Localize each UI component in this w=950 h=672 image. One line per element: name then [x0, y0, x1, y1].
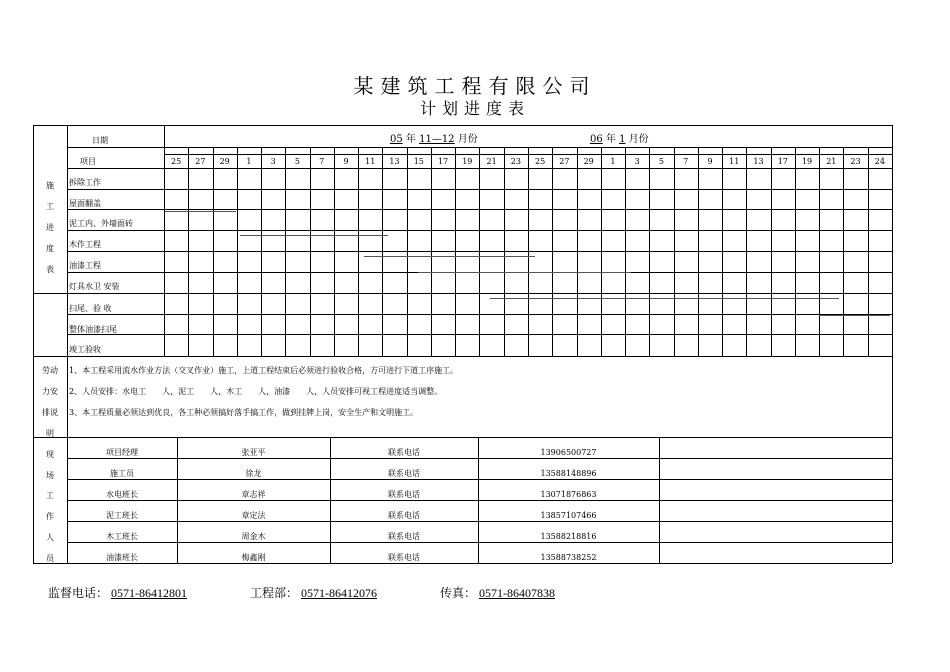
- gantt-bar: [240, 235, 388, 236]
- task-name: 油漆工程: [69, 261, 101, 270]
- period-1-months: 11—12: [419, 134, 455, 145]
- staff-name: 梅鑫刚: [241, 553, 266, 562]
- day-label: 25: [171, 157, 182, 166]
- staff-role: 施工员: [110, 469, 134, 478]
- day-label: 21: [826, 157, 837, 166]
- staff-contact-label: 联系电话: [388, 532, 420, 541]
- day-label: 7: [683, 157, 689, 166]
- day-column-line: [819, 147, 820, 356]
- day-label: 25: [535, 157, 546, 166]
- day-column-line: [358, 147, 359, 356]
- staff-phone: 13857107466: [540, 511, 597, 520]
- note-line: 3、本工程质量必须达到优良，各工种必须搞好落手搞工作，做到挂牌上岗，安全生产和文明施工。: [69, 408, 419, 417]
- staff-contact-label: 联系电话: [388, 469, 420, 478]
- table-top-border: [33, 125, 892, 126]
- day-column-line: [625, 147, 626, 356]
- day-label: 9: [707, 157, 713, 166]
- staff-label-char: 工: [46, 491, 54, 501]
- staff-contact-label: 联系电话: [388, 448, 420, 457]
- day-label: 17: [437, 157, 449, 166]
- staff-name: 周金木: [241, 532, 266, 541]
- day-label: 1: [246, 157, 252, 166]
- staff-contact-label: 联系电话: [388, 511, 420, 520]
- day-column-line: [722, 147, 723, 356]
- staff-name: 章定法: [241, 511, 266, 520]
- day-column-line: [188, 147, 189, 356]
- day-label: 23: [510, 157, 521, 166]
- task-name: 木作工程: [69, 240, 101, 249]
- staff-role: 泥工班长: [106, 511, 138, 520]
- day-label: 13: [753, 157, 764, 166]
- grid-line: [67, 521, 892, 522]
- date-label: 日期: [92, 136, 108, 145]
- day-label: 21: [486, 157, 497, 166]
- section-label-char: 度: [46, 244, 54, 253]
- staff-contact-label: 联系电话: [388, 490, 420, 499]
- fax-value: 0571-86407838: [479, 586, 556, 600]
- staff-phone: 13588148896: [540, 469, 597, 478]
- staff-role: 木工班长: [106, 532, 138, 541]
- table-bottom-border: [33, 563, 892, 564]
- day-column-line: [213, 147, 214, 356]
- day-label: 15: [413, 157, 424, 166]
- section-divider: [33, 293, 892, 294]
- fax-phone: [440, 584, 555, 601]
- note-line: 1、本工程采用流水作业方法（交叉作业）施工，上道工程结束后必须进行验收合格，方可进行下道工序施工。: [69, 366, 459, 375]
- day-label: 3: [270, 157, 276, 166]
- fax-label: 传真：: [440, 586, 477, 600]
- period-2: [590, 135, 649, 145]
- day-column-line: [795, 147, 796, 356]
- day-label: 27: [559, 157, 570, 166]
- notes-label-char: 明: [46, 429, 54, 438]
- day-label: 23: [850, 157, 861, 166]
- staff-role: 水电班长: [106, 490, 138, 499]
- gantt-bar: [418, 272, 631, 273]
- staff-label-char: 员: [46, 553, 54, 563]
- day-label: 7: [319, 157, 325, 166]
- day-column-line: [407, 147, 408, 356]
- grid-line: [67, 500, 892, 501]
- period-2-yu: 年: [602, 134, 620, 145]
- day-label: 29: [583, 157, 594, 166]
- gantt-bar: [364, 256, 535, 257]
- section-label-char: 进: [46, 223, 54, 232]
- day-column-line: [285, 147, 286, 356]
- engineering-value: 0571-86412076: [301, 586, 378, 600]
- day-column-line: [382, 147, 383, 356]
- day-label: 1: [610, 157, 616, 166]
- section-label-char: 工: [46, 202, 54, 211]
- task-name: 屋面翻盖: [69, 199, 101, 208]
- section-divider: [33, 437, 892, 438]
- day-label: 29: [219, 157, 230, 166]
- schedule-title: 计划进度表: [419, 99, 530, 118]
- notes-label-char: 排说: [42, 408, 58, 417]
- day-column-line: [261, 147, 262, 356]
- gantt-bar: [165, 211, 236, 212]
- task-name: 扫尾、验 收: [69, 304, 112, 313]
- engineering-phone: [250, 584, 377, 601]
- day-label: 19: [462, 157, 473, 166]
- period-1-year: 05: [390, 134, 403, 145]
- supervise-phone: [48, 584, 187, 601]
- staff-phone: 13071876863: [540, 490, 597, 499]
- supervise-label: 监督电话：: [48, 586, 109, 600]
- day-column-line: [431, 147, 432, 356]
- task-name: 泥工内、外墙面砖: [69, 219, 133, 228]
- staff-name: 徐龙: [245, 469, 262, 478]
- staff-label-char: 场: [46, 470, 54, 480]
- supervise-value: 0571-86412801: [111, 586, 188, 600]
- period-2-year: 06: [590, 134, 603, 145]
- task-name: 整体油漆扫尾: [69, 325, 117, 334]
- staff-contact-label: 联系电话: [388, 553, 420, 562]
- day-column-line: [674, 147, 675, 356]
- day-column-line: [577, 147, 578, 356]
- task-name: 灯具水卫 安装: [69, 282, 120, 291]
- period-1: [390, 135, 478, 145]
- staff-label-char: 作: [46, 512, 54, 522]
- notes-label-char: 劳动: [42, 366, 58, 375]
- period-2-months: 1: [619, 134, 626, 145]
- day-column-line: [746, 147, 747, 356]
- day-label: 5: [658, 157, 664, 166]
- day-column-line: [698, 147, 699, 356]
- grid-line: [67, 479, 892, 480]
- day-label: 13: [389, 157, 400, 166]
- section-label-char: 施: [46, 181, 54, 190]
- day-column-line: [479, 147, 480, 356]
- section-label-char: 表: [46, 265, 54, 274]
- company-title: 某建筑工程有限公司: [353, 74, 597, 98]
- task-name: 拆除工作: [69, 178, 101, 187]
- day-column-line: [771, 147, 772, 356]
- day-label: 9: [343, 157, 349, 166]
- day-column-line: [552, 147, 553, 356]
- day-column-line: [528, 147, 529, 356]
- period-1-yu: 年: [402, 134, 420, 145]
- staff-name: 章志祥: [241, 490, 266, 499]
- note-line: 2、人员安排：水电工 人，泥工 人，木工 人，油漆 人，人员安排可视工程进度适当调整。: [69, 387, 443, 396]
- item-label: 项目: [80, 157, 96, 166]
- table-right-border: [892, 125, 893, 563]
- staff-column-line: [659, 437, 660, 563]
- day-label: 5: [294, 157, 300, 166]
- day-column-line: [455, 147, 456, 356]
- gantt-bar: [819, 315, 890, 316]
- engineering-label: 工程部：: [250, 586, 299, 600]
- day-column-line: [649, 147, 650, 356]
- gantt-bar: [490, 298, 839, 299]
- day-label: 11: [729, 157, 740, 166]
- staff-role: 油漆班长: [106, 553, 138, 562]
- section-divider: [33, 356, 892, 357]
- day-column-line: [504, 147, 505, 356]
- task-name: 竣工验收: [69, 345, 101, 354]
- day-label: 24: [874, 157, 885, 166]
- day-column-line: [334, 147, 335, 356]
- day-label: 3: [634, 157, 640, 166]
- staff-phone: 13588218816: [540, 532, 597, 541]
- staff-phone: 13588738252: [540, 553, 597, 562]
- notes-label-char: 力安: [42, 387, 58, 396]
- period-1-mu: 月份: [454, 134, 478, 145]
- staff-name: 张亚平: [241, 448, 266, 457]
- day-label: 19: [801, 157, 813, 166]
- day-column-line: [868, 147, 869, 356]
- staff-label-char: 人: [46, 532, 54, 542]
- day-column-line: [237, 147, 238, 356]
- staff-role: 项目经理: [106, 448, 138, 457]
- day-label: 17: [777, 157, 788, 166]
- day-column-line: [843, 147, 844, 356]
- staff-phone: 13906500727: [540, 448, 597, 457]
- day-label: 11: [365, 157, 376, 166]
- day-label: 27: [195, 157, 206, 166]
- period-2-mu: 月份: [625, 134, 649, 145]
- day-column-line: [310, 147, 311, 356]
- grid-line: [67, 458, 892, 459]
- day-column-line: [601, 147, 602, 356]
- staff-label-char: 现: [46, 450, 54, 459]
- grid-line: [67, 542, 892, 543]
